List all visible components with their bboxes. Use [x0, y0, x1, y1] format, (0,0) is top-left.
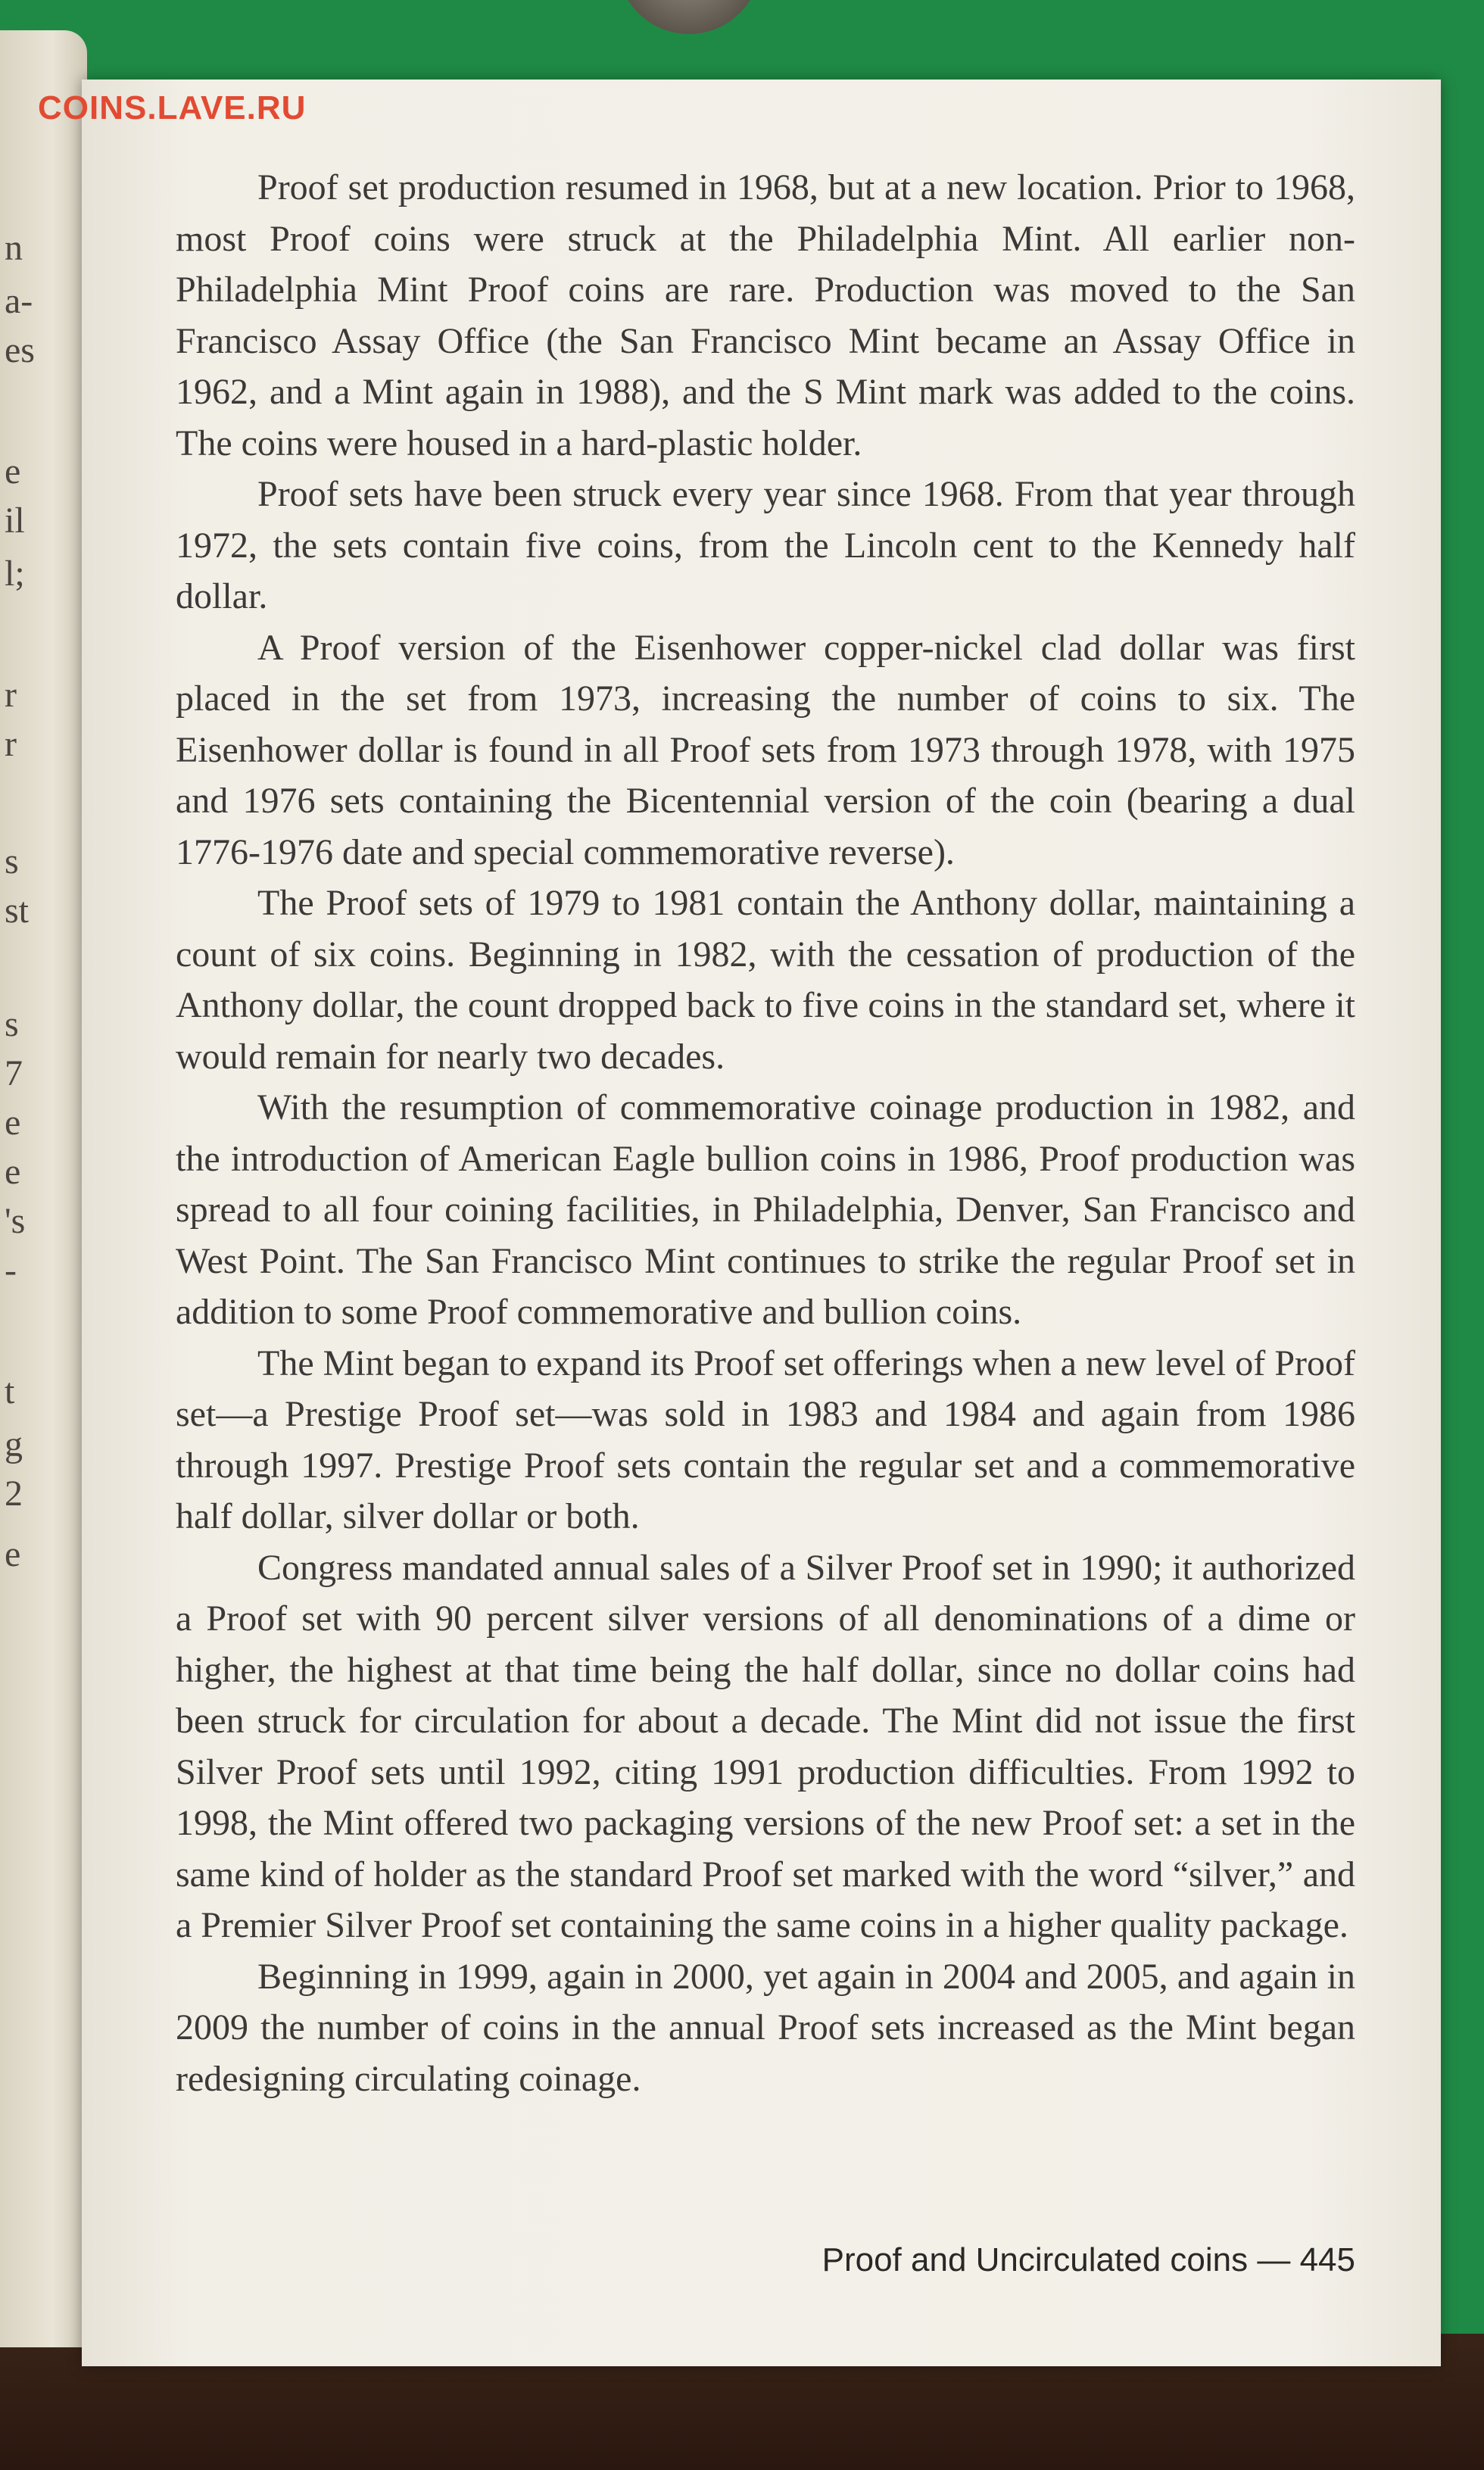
margin-fragment: 7	[5, 1053, 23, 1093]
margin-fragment: 2	[5, 1474, 23, 1514]
paragraph-6: The Mint began to expand its Proof set offerings when a new level of Proof set—a Prestige Proof set—was sold in 1983 and 1984 and again from 1986 through 1997. Prestige Proof sets contain the regular set and a commemorative half dollar, silver dollar or both.	[176, 1343, 1355, 1536]
paragraph-4: The Proof sets of 1979 to 1981 contain the Anthony dollar, maintaining a count of six coins. Beginning in 1982, with the cessation of production of the Anthony dollar, the count dropped back to five coins in the standard set, where it would remain for nearly two decades.	[176, 883, 1355, 1077]
site-watermark: COINS.LAVE.RU	[38, 89, 307, 126]
margin-fragment: t	[5, 1371, 15, 1411]
margin-fragment: s	[5, 1004, 19, 1044]
margin-fragment: g	[5, 1424, 23, 1464]
margin-fragment: n	[5, 228, 23, 268]
paragraph-3: A Proof version of the Eisenhower copper-nickel clad dollar was first placed in the set from 1973, increasing the number of coins to six. The Eisenhower dollar is found in all Proof sets from 1973 through 1978, with 1975 and 1976 sets containing the Bicentennial version of the coin (bearing a dual 1776-1976 date and special commemorative reverse).	[176, 627, 1355, 872]
paragraph-5: With the resumption of commemorative coinage production in 1982, and the introduction of American Eagle bullion coins in 1986, Proof production was spread to all four coining facilities, in Philadelphia, Denver, San Francisco and West Point. The San Francisco Mint continues to strike the regular Proof set in addition to some Proof commemorative and bullion coins.	[176, 1087, 1355, 1332]
paragraph-1: Proof set production resumed in 1968, but at a new location. Prior to 1968, most Proof coins were struck at the Philadelphia Mint. All earlier non-Philadelphia Mint Proof coins are rare. Production was moved to the San Francisco Assay Office (the San Francisco Mint became an Assay Office in 1962, and a Mint again in 1988), and the S Mint mark was added to the coins. The coins were housed in a hard-plastic holder.	[176, 167, 1355, 463]
margin-fragment: es	[5, 330, 35, 370]
paragraph-2: Proof sets have been struck every year since 1968. From that year through 1972, the sets contain five coins, from the Lincoln cent to the Kennedy half dollar.	[176, 474, 1355, 616]
margin-fragment: e	[5, 1102, 21, 1143]
margin-fragment: 's	[5, 1201, 26, 1241]
margin-fragment: e	[5, 1534, 21, 1574]
margin-fragment: e	[5, 1152, 21, 1192]
facing-page-edge	[0, 30, 87, 2347]
margin-fragment: r	[5, 724, 17, 764]
margin-fragment: e	[5, 451, 21, 491]
margin-fragment: a-	[5, 281, 33, 321]
margin-fragment: st	[5, 890, 30, 931]
paragraph-7: Congress mandated annual sales of a Silver Proof set in 1990; it authorized a Proof set with 90 percent silver versions of all denominations of a dime or higher, the highest at that time being the half dollar, since no dollar coins had been struck for circulation for about a decade. The Mint did not issue the first Silver Proof sets until 1992, citing 1991 production difficulties. From 1992 to 1998, the Mint offered two packaging versions of the new Proof set: a set in the same kind of holder as the standard Proof set marked with the word “silver,” and a Premier Silver Proof set containing the same coins in a higher quality package.	[176, 1547, 1355, 1945]
page-body	[176, 162, 1355, 2104]
margin-fragment: -	[5, 1250, 17, 1290]
paragraph-8: Beginning in 1999, again in 2000, yet again in 2004 and 2005, and again in 2009 the number of coins in the annual Proof sets increased as the Mint began redesigning circulating coinage.	[176, 1956, 1355, 2099]
margin-fragment: l;	[5, 554, 25, 594]
margin-fragment: il	[5, 501, 25, 541]
running-footer: Proof and Uncirculated coins — 445	[822, 2241, 1355, 2278]
coin-edge	[617, 0, 761, 34]
margin-fragment: r	[5, 675, 17, 715]
margin-fragment: s	[5, 841, 19, 881]
